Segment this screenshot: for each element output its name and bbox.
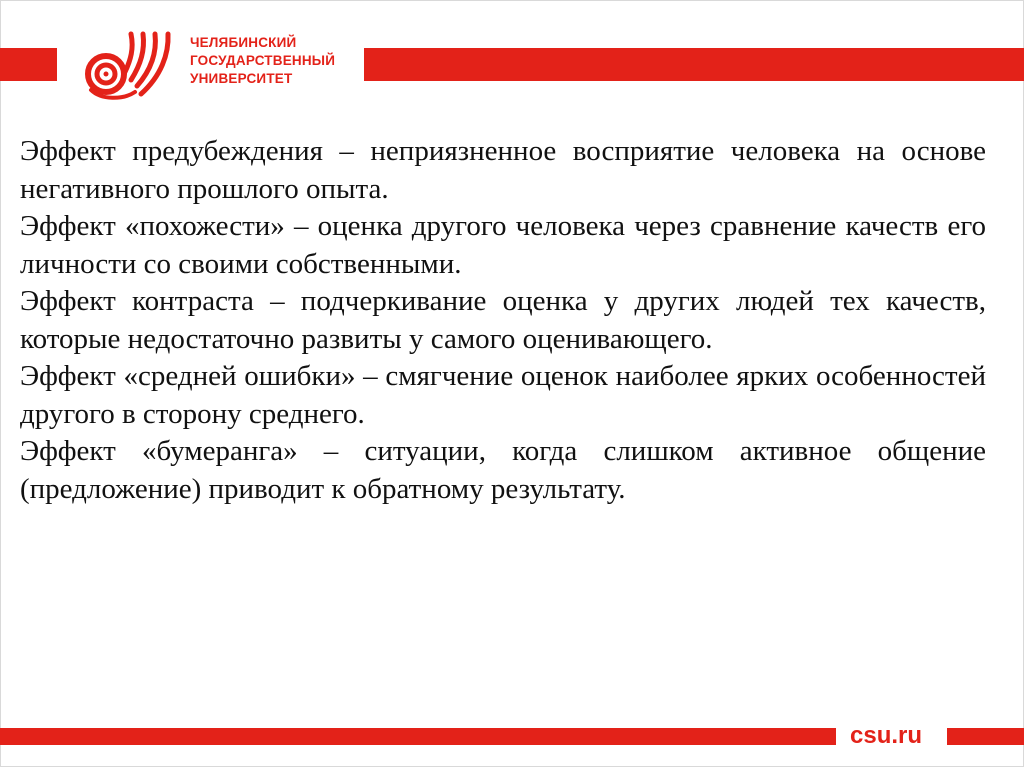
- paragraph-contrast-effect: Эффект контраста – подчеркивание оценка у других людей тех качеств, которые недостаточно развиты у самого оценивающего.: [20, 285, 986, 355]
- header-red-bar-right: [364, 48, 1024, 81]
- footer-red-bar-right: [947, 728, 1024, 745]
- paragraph-boomerang-effect: Эффект «бумеранга» – ситуации, когда слишком активное общение (предложение) приводит к обратному результату.: [20, 435, 986, 505]
- paragraph-similarity-effect: Эффект «похожести» – оценка другого человека через сравнение качеств его личности со своими собственными.: [20, 210, 986, 280]
- slide-body: [20, 133, 986, 508]
- university-name-line-2: ГОСУДАРСТВЕННЫЙ: [190, 53, 336, 68]
- header-red-bar-left: [0, 48, 57, 81]
- footer-site-link[interactable]: csu.ru: [850, 722, 923, 749]
- university-name-line-1: ЧЕЛЯБИНСКИЙ: [190, 35, 297, 50]
- university-name: [190, 34, 335, 88]
- footer-red-bar-left: [0, 728, 836, 745]
- university-name-line-3: УНИВЕРСИТЕТ: [190, 71, 293, 86]
- paragraph-average-error-effect: Эффект «средней ошибки» – смягчение оценок наиболее ярких особенностей другого в сторону среднего.: [20, 360, 986, 430]
- csu-spiral-logo-icon: [79, 30, 179, 102]
- paragraph-prejudice-effect: Эффект предубеждения – неприязненное восприятие человека на основе негативного прошлого опыта.: [20, 135, 986, 205]
